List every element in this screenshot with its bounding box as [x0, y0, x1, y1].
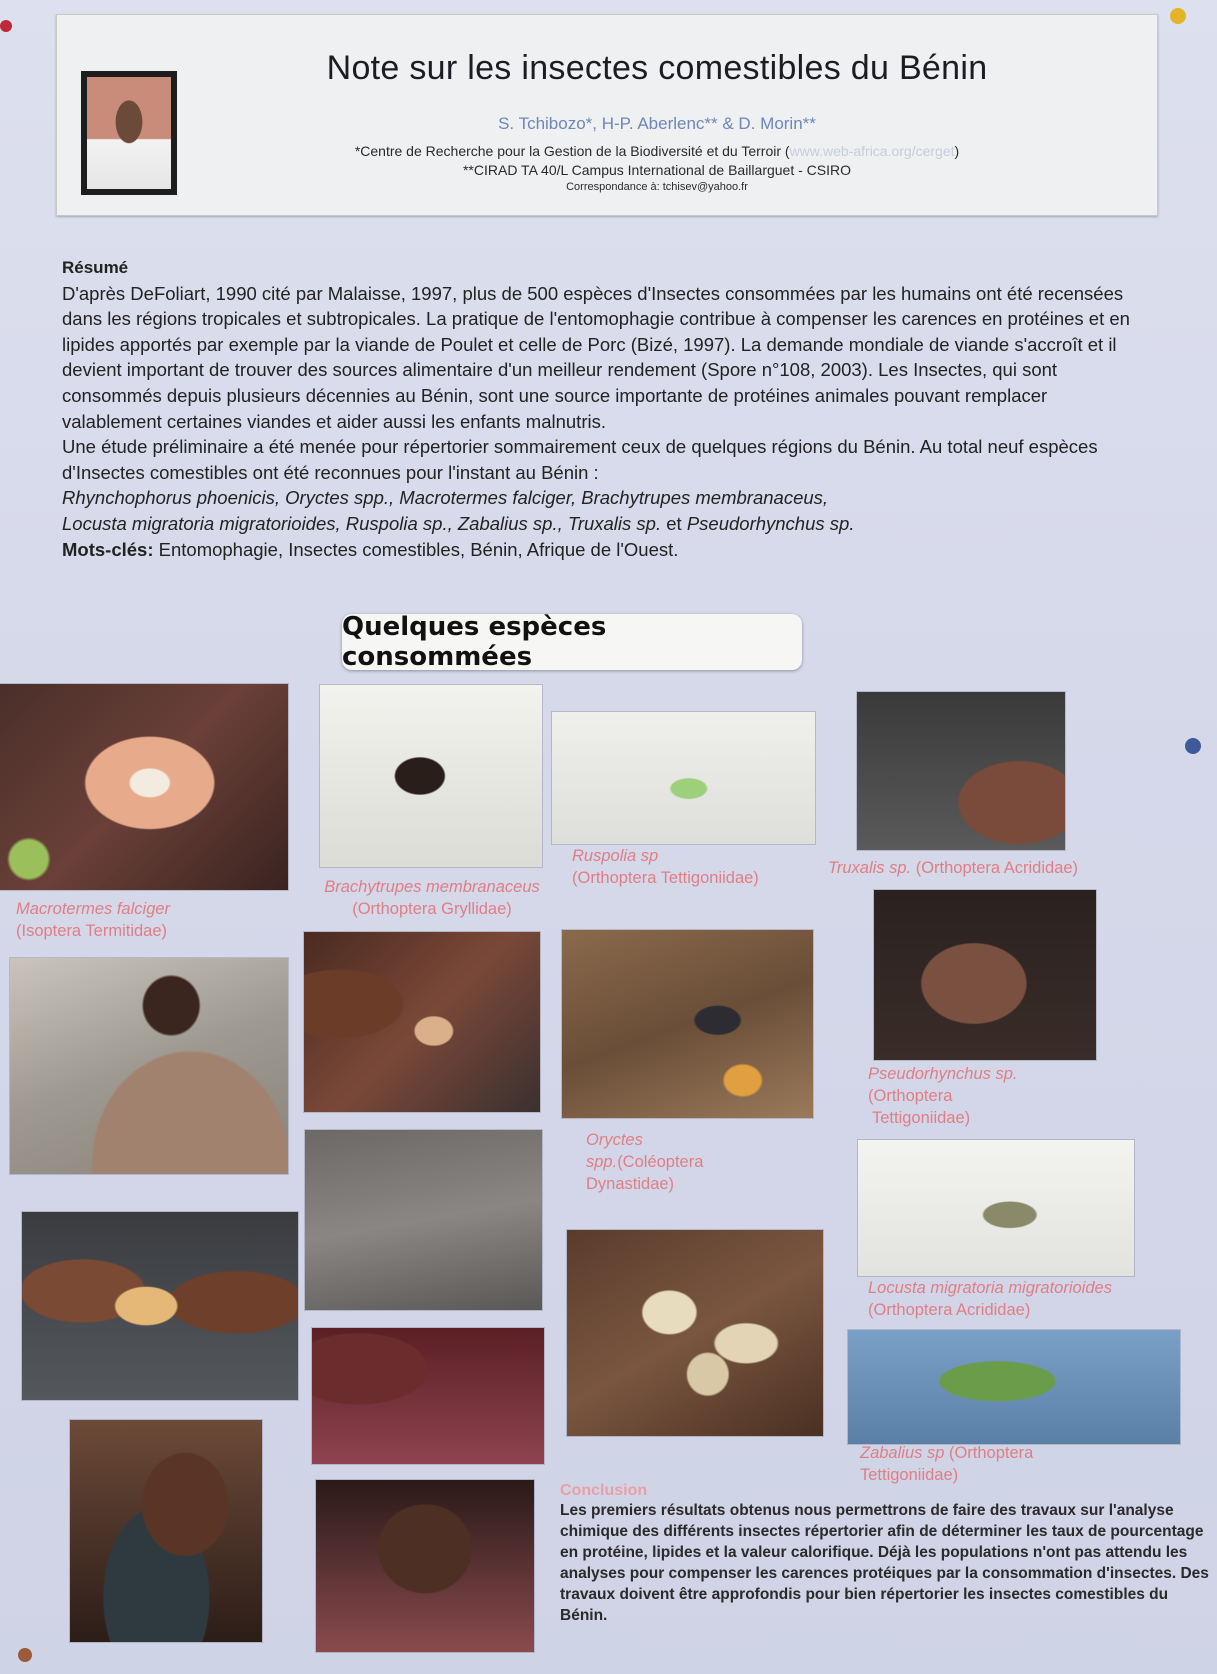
- photo-man-eating: [70, 1420, 262, 1642]
- header-box: [56, 14, 1158, 216]
- authors: S. Tchibozo*, H-P. Aberlenc** & D. Morin**: [498, 114, 816, 133]
- caption-locusta: Locusta migratoria migratorioides (Orthoptera Acrididae): [868, 1279, 1112, 1319]
- caption-macrotermes: Macrotermes falciger (Isoptera Termitidae): [16, 900, 171, 940]
- affiliation-url[interactable]: www.web-africa.org/cerget: [789, 143, 955, 159]
- photo-truxalis: [857, 692, 1065, 850]
- abstract: [62, 255, 1152, 562]
- photo-locusta: [858, 1140, 1134, 1276]
- keywords: Mots-clés: Entomophagie, Insectes comestibles, Bénin, Afrique de l'Ouest.: [62, 538, 679, 560]
- photo-termite-queen: [0, 684, 288, 890]
- photo-girl-eating: [316, 1480, 534, 1652]
- caption-truxalis: Truxalis sp. (Orthoptera Acrididae): [828, 859, 1079, 877]
- photo-zabalius: [848, 1330, 1180, 1444]
- correspondence: Correspondance à: tchisev@yahoo.fr: [566, 181, 748, 193]
- conclusion-text: Les premiers résultats obtenus nous permettrons de faire des travaux sur l'analyse chimique des différents insectes répertorier afin de déterminer les taux de pourcentage en protéine, lipides et la valeur calorifique. Déjà les populations n'ont pas attendu les analyses pour compenser les carences protéiques par la consommation d'insectes. Des travaux doivent être approfondis pour bien répertorier les insectes comestibles du Bénin.: [560, 1502, 1209, 1624]
- photo-pseudorhynchus: [874, 890, 1096, 1060]
- caption-brachytrupes: Brachytrupes membranaceus (Orthoptera Gryllidae): [324, 878, 540, 918]
- photo-cricket: [320, 685, 542, 867]
- poster-title: Note sur les insectes comestibles du Bénin: [326, 49, 988, 87]
- caption-pseudorhynchus: Pseudorhynchus sp. (Orthoptera Tettigoniidae): [868, 1065, 1018, 1127]
- photo-skewer-insects: [312, 1328, 544, 1464]
- affiliation-1: *Centre de Recherche pour la Gestion de la Biodiversité et du Terroir (www.web-africa.org/cerget): [354, 143, 960, 159]
- caption-oryctes: Oryctes spp.(Coléoptera Dynastidae): [586, 1131, 704, 1193]
- abstract-paragraph-1: D'après DeFoliart, 1990 cité par Malaisse, 1997, plus de 500 espèces d'Insectes consommées par les humains ont été recensées dans les régions tropicales et subtropicales. La pratique de l'entomophagie contribue à compenser les carences en protéines et en lipides apportés par exemple par la viande de Poulet et celle de Porc (Bizé, 1997). La demande mondiale de viande s'accroît et il devient important de trouver des sources alimentaire d'un meilleur rendement (Spore n°108, 2003). Les Insectes, qui sont consommés depuis plusieurs décennies au Bénin, sont une source importante de protéines animales pouvant remplacer valablement certaines viandes et aider aussi les enfants malnutris.: [62, 282, 1130, 432]
- abstract-paragraph-2: Une étude préliminaire a été menée pour répertorier sommairement ceux de quelques régions du Bénin. Au total neuf espèces d'Insectes comestibles ont été reconnues pour l'instant au Bénin :: [62, 436, 1098, 483]
- author-portrait: [81, 71, 177, 195]
- photo-ruspolia: [552, 712, 815, 844]
- abstract-heading: Résumé: [62, 258, 129, 277]
- section-title: Quelques espèces consommées: [342, 614, 802, 670]
- affiliation-2: **CIRAD TA 40/L Campus International de Baillarguet - CSIRO: [462, 162, 852, 178]
- caption-ruspolia: Ruspolia sp (Orthoptera Tettigoniidae): [572, 847, 759, 887]
- pin-bottom-left: [18, 1648, 32, 1662]
- pin-top-right: [1170, 8, 1186, 24]
- photo-oryctes-larvae: [567, 1230, 823, 1436]
- caption-zabalius: Zabalius sp (Orthoptera Tettigoniidae): [860, 1444, 1034, 1484]
- species-list-1: Rhynchophorus phoenicis, Oryctes spp., Macrotermes falciger, Brachytrupes membranaceus,: [62, 487, 829, 509]
- photo-boy-skewer: [304, 932, 540, 1112]
- pin-top-left: [0, 20, 12, 32]
- species-list-2: Locusta migratoria migratorioides, Ruspolia sp., Zabalius sp., Truxalis sp. et Pseudorhynchus sp.: [62, 512, 855, 534]
- photo-harvest-termites: [10, 958, 288, 1174]
- conclusion-heading: Conclusion: [560, 1482, 648, 1499]
- photo-hands-larva: [22, 1212, 298, 1400]
- pin-right: [1185, 738, 1201, 754]
- conclusion: [560, 1482, 1210, 1626]
- photo-digging: [562, 930, 813, 1118]
- photo-skewer-ground: [305, 1130, 542, 1310]
